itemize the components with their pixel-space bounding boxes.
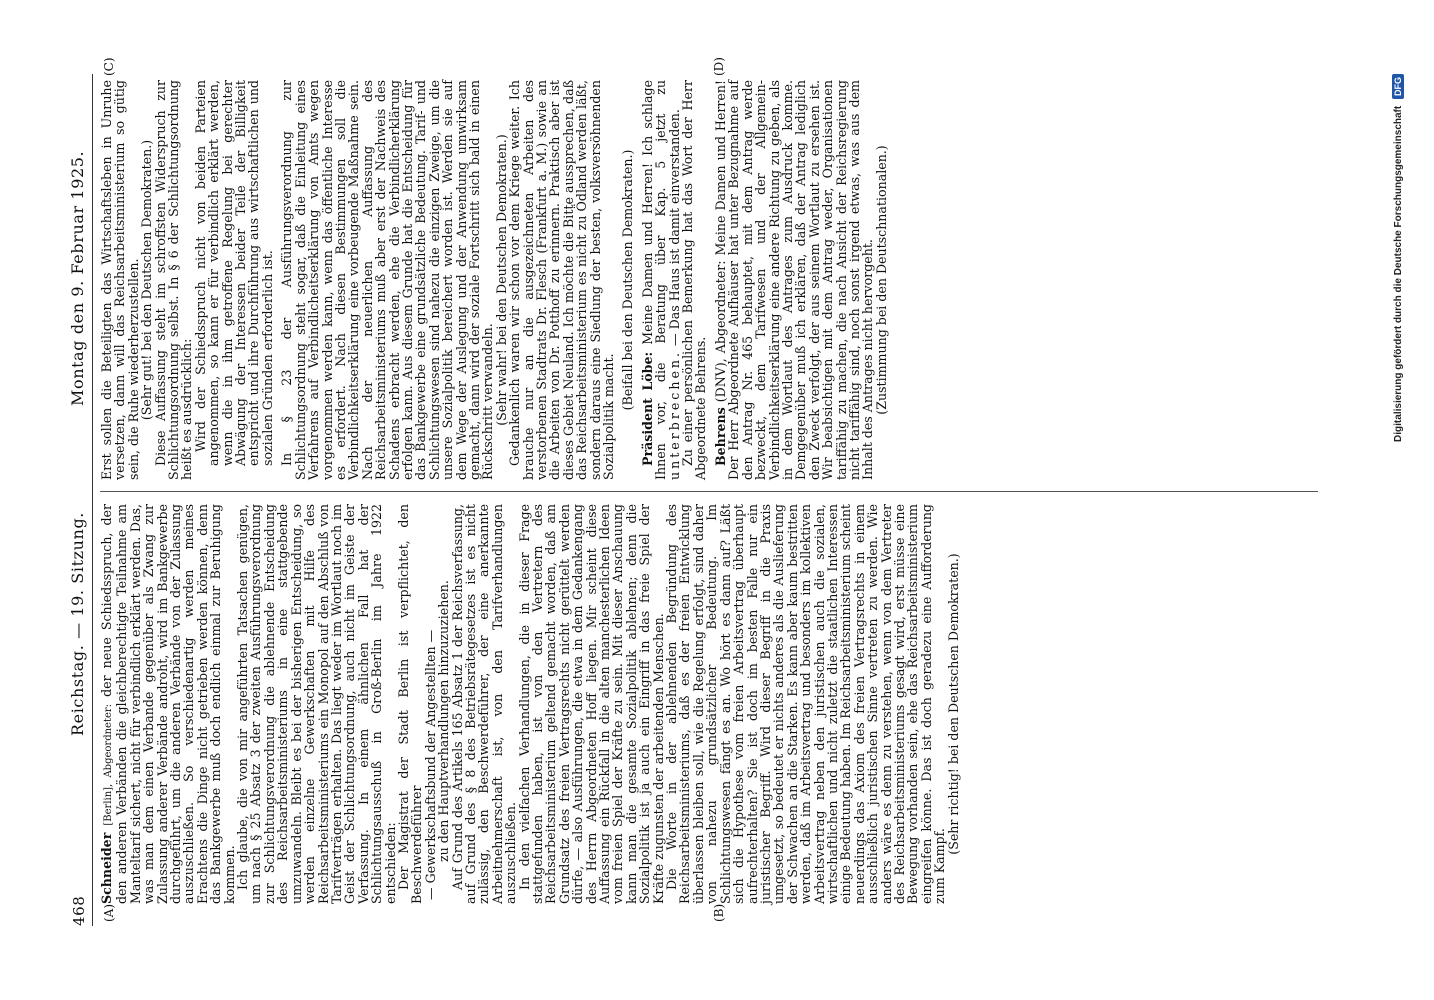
dfg-badge: DFG	[1392, 74, 1404, 99]
paragraph: Auf Grund des Artikels 165 Absatz 1 der Reichsverfassung, auf Grund des § 8 des Betriebsrätegesetzes ist es nicht zulässig, den Beschwerdeführer, der eine anerkannte Arbeitnehmerschaft ist, von den Tarifverhandlungen auszuschließen.	[449, 504, 519, 904]
margin-mark-b: (B)	[712, 903, 726, 922]
header-rule	[92, 74, 93, 926]
digitization-text: Digitalisierung gefördert durch die Deutsche Forschungsgemeinschaft	[1393, 105, 1404, 442]
margin-mark-a: (A)	[102, 903, 116, 922]
interjection: (Sehr gut! bei den Deutschen Demokraten.)	[139, 139, 155, 421]
president-statement	[641, 80, 681, 480]
speaker-name: Schneider	[99, 832, 114, 904]
margin-mark-c: (C)	[102, 57, 116, 76]
behrens-text: (DNV), Abgeordneter: Meine Damen und Herren! Der Herr Abgeordnete Aufhäuser hat unter Bezugnahme auf den Antrag Nr. 465 behauptet, mit dem Antrag werde bezweckt, dem Tarifwesen und der Allgemein-Verbindlichkeitserklärung eine andere Richtung zu geben, als in dem Wortlaut des Antrages zum Ausdruck komme. Demgegenüber muß ich erklären, daß der Antrag lediglich den Zweck verfolgt, der aus seinem Wortlaut zu ersehen ist. Wir beabsichtigen mit dem Antrag weder, Organisationen tariffähig zu machen, die nach Ansicht der Reichsregierung nicht tariffähig sind, noch sonst irgend etwas, was aus dem Inhalt des Antrages nicht hervorgeht.	[712, 80, 876, 480]
speaker-meta: [Berlin], Abgeordneter:	[103, 703, 114, 826]
paragraph: In § 23 der Ausführungsverordnung zur Schlichtungsordnung steht sogar, daß die Einleitung eines Verfahrens auf Verbindlicheitserklärung von Amts wegen vorgenommen werden kann, wenn das öffentliche Interesse es erfordert. Nach diesen Bestimmungen soll die Verbindlichkeitserklärung eine vorbeugende Maßnahme sein. Nach der neuerlichen Auffassung des Reichsarbeitsministeriums muß aber erst der Nachweis des Schadens erbracht werden, ehe die Verbindlicherklärung erfolgen kann. Aus diesem Grunde hat die Entscheidung für das Bankgewerbe eine grundsätzliche Bedeutung. Tarif- und Schlichtungswesen sind nahezu die einzigen Zweige, um die unsere Sozialpolitik bereichert worden ist. Werden sie auf dem Wege der Auslegung und der Anwendung umwirksam gemacht, dann wird der soziale Fortschritt sich bald in einen Rückschritt verwandeln.	[279, 80, 496, 480]
paragraph: Ich glaube, die von mir angeführten Tatsachen genügen, um nach § 25 Absatz 3 der zweiten Ausführungsverordnung zur Schlichtungsverordnung die ablehnende Entscheidung des Reichsarbeitsministeriums in eine stattgebende umzuwandeln. Bleibt es bei der bisherigen Entscheidung, so werden einzelne Gewerkschaften mit Hilfe des Reichsarbeitsministeriums ein Monopol auf den Abschluß von Tarifverträgen erhalten. Das liegt weder im Wortlaut noch im Geist der Schlichtungsordnung, auch nicht im Geiste der Verfassung. In einem ähnlichen Fall hat der Schlichtungsausschuß in Groß-Berlin im Jahre 1922 entschieden:	[235, 504, 398, 904]
paragraph: Erst sollen die Beteiligten das Wirtschaftsleben in Unruhe versetzen, dann will das Reichsarbeitsministerium so gütig sein, die Ruhe wiederherzustellen.	[99, 80, 141, 480]
digitization-note	[1392, 74, 1414, 926]
page-number: 468	[70, 895, 88, 926]
quote-block: Wird der Schiedsspruch nicht von beiden Parteien angenommen, so kann er für verbindlich erklärt werden, wenn die in ihm getroffene Regelung bei gerechter Abwägung der Interessen beider Teile der Billigkeit entspricht und ihre Durchführung aus wirtschaftlichen und sozialen Gründen erforderlich ist.	[192, 80, 275, 466]
president-spaced: unterbrechen.	[666, 349, 682, 480]
quote-line: — Gewerkschaftsbund der Angestellten —	[422, 629, 438, 900]
behrens-label: Behrens	[712, 407, 728, 466]
column-divider	[100, 491, 1318, 492]
speaker-line	[100, 504, 236, 904]
session-title: Reichstag. — 19. Sitzung.	[68, 512, 87, 736]
interjection: (Sehr wahr! bei den Deutschen Demokraten.)	[493, 134, 509, 426]
paragraph: Gedankenlich waren wir schon vor dem Kriege weiter. Ich brauche nur an die ausgezeichneten Arbeiten des verstorbenen Stadtrats Dr. Flesch (Frankfurt a. M.) sowie an die Arbeiten von Dr. Potthoff zu erinnern. Praktisch aber ist dieses Gebiet Neuland. Ich möchte die Bitte aussprechen, daß das Reichsarbeitsministerium es nicht zu Ödland werden läßt, sondern daraus eine Siedlung der besten, volksversöhnenden Sozialpolitik macht.	[507, 80, 617, 480]
quote-line: Der Magistrat der Stadt Berlin ist verpflichtet, den Beschwerdeführer	[395, 504, 425, 904]
paragraph: Diese Auffassung steht im schroffsten Widerspruch zur Schlichtungsordnung selbst. In § 6 der Schlichtungsordnung heißt es ausdrücklich:	[152, 80, 195, 480]
paragraph: der neue Schiedsspruch, der den anderen Verbänden die gleichberechtigte Teilnahme am Manteltarif sichert, nicht für verbindlich erklärt werden. Das, was man dem einen Verbande gegenüber als Zwang zur Zulassung anderer Verbände androht, wird im Bankgewerbe durchgeführt, um die anderen Verbände von der Zulassung auszuschließen. So verschiedenartig werden meines Erachtens die Dinge nicht getrieben werden können, denn das Bankgewerbe muß doch endlich einmal zur Beruhigung kommen.	[99, 503, 237, 904]
quote-line: zu den Hauptverhandlungen hinzuzuziehen.	[436, 580, 452, 862]
paragraph: Zu einer persönlichen Bemerkung hat das Wort der Herr Abgeordnete Behrens.	[680, 80, 709, 480]
president-text: Meine Damen und Herren! Ich schlage Ihnen vor, die Beratung über Kap. 5 jetzt zu	[639, 80, 669, 480]
right-column	[100, 80, 888, 480]
paragraph: Die Worte in der ablehnenden Begründung des Reichsarbeitsministeriums, daß es der freien Entwicklung überlassen bleiben soll, wie die Regelung erfolgt, sind daher von nahezu grundsätzlicher Bedeutung. Im Schlichtungswesen fängt es an. Wo hört es dann auf? Läßt sich die Hypothese vom freien Arbeitsvertrag überhaupt aufrechterhalten? Sie ist doch im besten Falle nur ein juristischer Begriff. Wird dieser Begriff in die Praxis umgesetzt, so bedeutet er nichts anderes als die Auslieferung der Schwachen an die Starken. Es kann aber kaum bestritten werden, daß im Arbeitsvertrag und besonders im kollektiven Arbeitsvertrag neben den juristischen auch die sozialen, wirtschaftlichen und nicht zuletzt die staatlichen Interessen einige Bedeutung haben. Im Reichsarbeitsministerium scheint neuerdings das Axiom des freien Vertragsrechts in einem ausschließlich juristischen Sinne vertreten zu werden. Wie anders wäre es denn zu verstehen, wenn von dem Vertreter des Reichsarbeitsministeriums gesagt wird, erst müsse eine Bewegung vorhanden sein, ehe das Reichsarbeitsministerium eingreifen könne. Das ist doch geradezu eine Aufforderung zum Kampf.	[664, 504, 948, 904]
paragraph: In den vielfachen Verhandlungen, die in dieser Frage stattgefunden haben, ist von den Vertretern des Reichsarbeitsministerium geltend gemacht worden, daß am Grundsatz des freien Vertragsrechts nicht gerüttelt werden dürfe, — also Ausführungen, die etwa in dem Gedankengang des Herrn Abgeordneten Hoff liegen. Mir scheint diese Auffassung ein Rückfall in die alten manchesterlichen Ideen vom freien Spiel der Kräfte zu sein. Mit dieser Anschauung kann man die gesamte Sozialpolitik ablehnen; denn die Sozialpolitik ist ja auch ein Eingriff in das freie Spiel der Kräfte zugunsten der arbeitenden Menschen.	[516, 504, 666, 904]
margin-mark-d: (D)	[712, 57, 726, 76]
president-label: Präsident Löbe:	[639, 351, 655, 466]
left-column	[100, 504, 960, 904]
interjection: (Beifall bei den Deutschen Demokraten.)	[620, 149, 636, 411]
session-date: Montag den 9. Februar 1925.	[68, 150, 87, 406]
behrens-statement	[714, 80, 875, 480]
interjection: (Sehr richtig! bei den Deutschen Demokraten.)	[945, 553, 961, 855]
president-text-2: — Das Haus ist damit einverstanden.	[666, 109, 682, 346]
interjection: (Zustimmung bei den Deutschnationalen.)	[873, 145, 889, 415]
